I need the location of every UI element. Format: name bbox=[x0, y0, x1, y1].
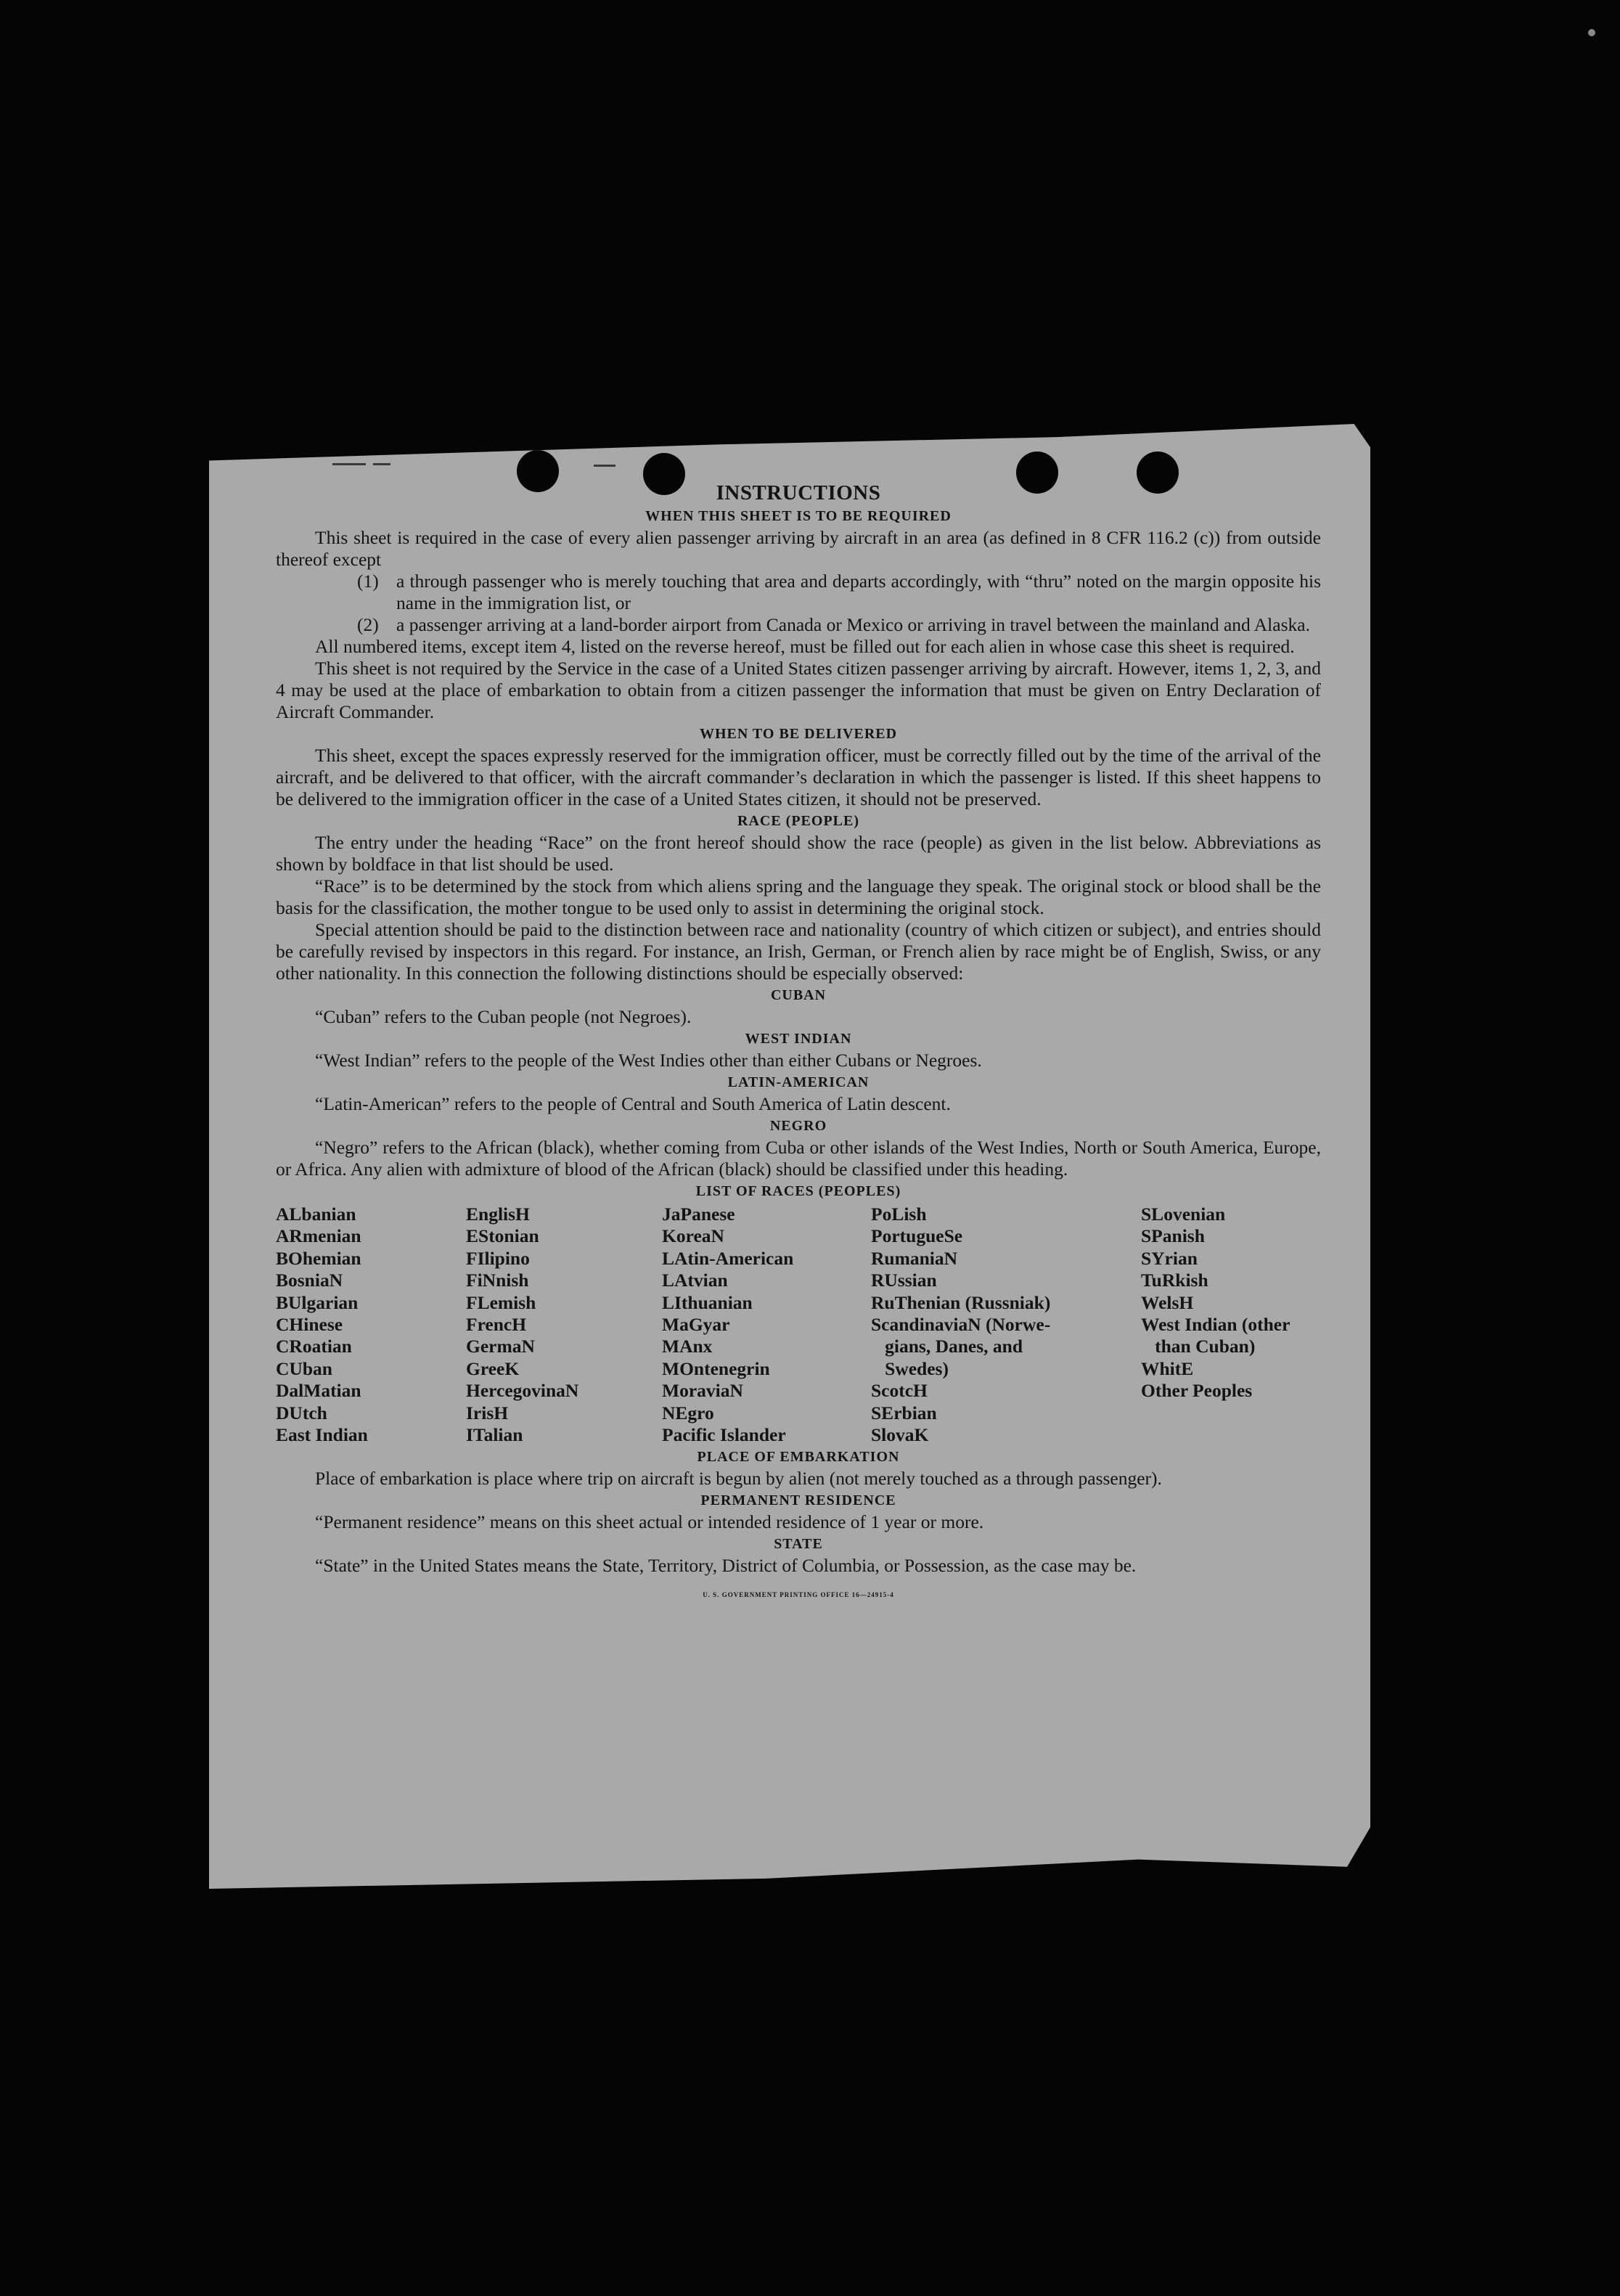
race-para1: The entry under the heading “Race” on the front hereof should show the race (people) as given in the list below. Abbreviations as shown by boldface in that list should be used. bbox=[276, 832, 1321, 875]
race-entry: ScandinaviaN (Norwe- bbox=[871, 1314, 1051, 1336]
heading-residence: PERMANENT RESIDENCE bbox=[700, 1492, 896, 1509]
race-entry: gians, Danes, and bbox=[871, 1336, 1023, 1357]
race-entry: GreeK bbox=[466, 1357, 520, 1379]
race-entry: CRoatian bbox=[276, 1336, 352, 1357]
race-entry: BOhemian bbox=[276, 1247, 361, 1269]
instructions-content bbox=[276, 481, 1321, 1606]
race-column-3 bbox=[662, 1204, 871, 1446]
race-entry: LAtvian bbox=[662, 1270, 728, 1291]
race-entry: LAtin-American bbox=[662, 1247, 794, 1269]
state-text: “State” in the United States means the State, Territory, District of Columbia, or Possession, as the case may be. bbox=[315, 1555, 1137, 1577]
heading-race: RACE (PEOPLE) bbox=[737, 813, 859, 829]
race-entry: FLemish bbox=[466, 1291, 536, 1313]
race-entry: RuThenian (Russniak) bbox=[871, 1291, 1051, 1313]
race-entry: FrencH bbox=[466, 1314, 527, 1336]
race-entry: CUban bbox=[276, 1357, 332, 1379]
race-entry: MoraviaN bbox=[662, 1380, 743, 1402]
printing-office-footer: U. S. GOVERNMENT PRINTING OFFICE 16—24915-4 bbox=[703, 1591, 894, 1599]
item-number: (1) bbox=[357, 571, 379, 592]
race-entry: ALbanian bbox=[276, 1204, 356, 1225]
heading-list-of-races: LIST OF RACES (PEOPLES) bbox=[695, 1183, 901, 1199]
cuban-text: “Cuban” refers to the Cuban people (not Negroes). bbox=[315, 1006, 692, 1027]
race-entry: SLovenian bbox=[1141, 1204, 1226, 1225]
race-entry: SPanish bbox=[1141, 1225, 1205, 1247]
race-entry: West Indian (other bbox=[1141, 1314, 1290, 1336]
race-entry: SYrian bbox=[1141, 1247, 1198, 1269]
race-entry: GermaN bbox=[466, 1336, 535, 1357]
race-entry: DalMatian bbox=[276, 1380, 361, 1402]
latin-american-text: “Latin-American” refers to the people of Central and South America of Latin descent. bbox=[315, 1093, 951, 1114]
negro-text: “Negro” refers to the African (black), whether coming from Cuba or other islands of the West Indies, North or South America, Europe, or Africa. Any alien with admixture of blood of the African (black) should be classified under this heading. bbox=[276, 1137, 1321, 1180]
race-entry: EStonian bbox=[466, 1225, 539, 1247]
top-mark bbox=[594, 465, 615, 467]
race-entry: IrisH bbox=[466, 1402, 509, 1423]
item-text: a through passenger who is merely touching that area and departs accordingly, with “thru” noted on the margin opposite his name in the immigration list, or bbox=[396, 571, 1321, 613]
heading-west-indian: WEST INDIAN bbox=[745, 1031, 852, 1047]
embarkation-text: Place of embarkation is place where trip on aircraft is begun by alien (not merely touched as a through passenger). bbox=[315, 1468, 1162, 1490]
race-entry: RumaniaN bbox=[871, 1247, 958, 1269]
race-entry: WelsH bbox=[1141, 1291, 1194, 1313]
race-entry: SlovaK bbox=[871, 1424, 929, 1446]
race-list bbox=[276, 1204, 1321, 1446]
race-entry: SErbian bbox=[871, 1402, 937, 1423]
when-delivered-text: This sheet, except the spaces expressly reserved for the immigration officer, must be correctly filled out by the time of the arrival of the aircraft, and be delivered to that officer, with the aircraft commander’s declaration in which the passenger is listed. If this sheet happens to be delivered to the immigration officer in the case of a United States citizen, it should not be preserved. bbox=[276, 745, 1321, 809]
race-entry: DUtch bbox=[276, 1402, 327, 1423]
race-entry: NEgro bbox=[662, 1402, 714, 1423]
race-entry: Swedes) bbox=[871, 1357, 949, 1379]
race-entry: ARmenian bbox=[276, 1225, 361, 1247]
race-entry: PoLish bbox=[871, 1204, 927, 1225]
race-column-2 bbox=[466, 1204, 662, 1446]
race-para3: Special attention should be paid to the distinction between race and nationality (country of which citizen or subject), and entries should be carefully revised by inspectors in this regard. For instance, an Irish, German, or French alien by race might be of English, Swiss, or any other nationality. In this connection the following distinctions should be especially observed: bbox=[276, 919, 1321, 984]
race-entry: MaGyar bbox=[662, 1314, 730, 1336]
race-entry: East Indian bbox=[276, 1424, 368, 1446]
top-mark bbox=[373, 463, 390, 465]
race-entry: CHinese bbox=[276, 1314, 343, 1336]
heading-when-required: WHEN THIS SHEET IS TO BE REQUIRED bbox=[645, 508, 952, 524]
heading-cuban: CUBAN bbox=[770, 987, 827, 1003]
race-entry: PortugueSe bbox=[871, 1225, 963, 1247]
race-entry: ITalian bbox=[466, 1424, 523, 1446]
race-entry: RUssian bbox=[871, 1270, 937, 1291]
heading-embarkation: PLACE OF EMBARKATION bbox=[697, 1449, 900, 1466]
race-entry: EnglisH bbox=[466, 1204, 530, 1225]
race-entry: JaPanese bbox=[662, 1204, 735, 1225]
top-mark bbox=[332, 463, 366, 465]
race-entry: Other Peoples bbox=[1141, 1380, 1253, 1402]
race-entry: WhitE bbox=[1141, 1357, 1194, 1379]
when-required-para2: All numbered items, except item 4, listed on the reverse hereof, must be filled out for each alien in whose case this sheet is required. bbox=[315, 636, 1295, 657]
residence-text: “Permanent residence” means on this sheet actual or intended residence of 1 year or more. bbox=[315, 1511, 984, 1533]
heading-negro: NEGRO bbox=[769, 1118, 827, 1134]
when-required-intro: This sheet is required in the case of every alien passenger arriving by aircraft in an area (as defined in 8 CFR 116.2 (c)) from outside thereof except bbox=[276, 527, 1321, 570]
race-entry: KoreaN bbox=[662, 1225, 724, 1247]
race-column-5 bbox=[1141, 1204, 1321, 1446]
race-entry: FiNnish bbox=[466, 1270, 529, 1291]
race-entry: BUlgarian bbox=[276, 1291, 359, 1313]
heading-when-delivered: WHEN TO BE DELIVERED bbox=[699, 726, 898, 742]
corner-speck bbox=[1588, 29, 1595, 36]
race-para2: “Race” is to be determined by the stock from which aliens spring and the language they speak. The original stock or blood shall be the basis for the classification, the mother tongue to be used only to assist in determining the original stock. bbox=[276, 875, 1321, 918]
race-entry: LIthuanian bbox=[662, 1291, 753, 1313]
race-entry: Pacific Islander bbox=[662, 1424, 786, 1446]
race-entry: MOntenegrin bbox=[662, 1357, 770, 1379]
exception-item-1 bbox=[357, 571, 1321, 614]
race-entry: HercegovinaN bbox=[466, 1380, 579, 1402]
race-entry: TuRkish bbox=[1141, 1270, 1208, 1291]
race-column-4 bbox=[871, 1204, 1141, 1446]
race-column-1 bbox=[276, 1204, 466, 1446]
item-number: (2) bbox=[357, 614, 379, 635]
page-title: INSTRUCTIONS bbox=[716, 481, 881, 504]
heading-latin-american: LATIN-AMERICAN bbox=[727, 1074, 870, 1090]
item-text: a passenger arriving at a land-border airport from Canada or Mexico or arriving in travel between the mainland and Alaska. bbox=[396, 614, 1310, 635]
race-entry: than Cuban) bbox=[1141, 1336, 1256, 1357]
race-entry: BosniaN bbox=[276, 1270, 343, 1291]
west-indian-text: “West Indian” refers to the people of the West Indies other than either Cubans or Negroes. bbox=[315, 1050, 982, 1071]
race-entry: MAnx bbox=[662, 1336, 713, 1357]
heading-state: STATE bbox=[774, 1536, 823, 1553]
exception-item-2 bbox=[357, 614, 1321, 636]
race-entry: ScotcH bbox=[871, 1380, 928, 1402]
when-required-para3: This sheet is not required by the Service in the case of a United States citizen passenger arriving by aircraft. However, items 1, 2, 3, and 4 may be used at the place of embarkation to obtain from a citizen passenger the information that must be given on Entry Declaration of Aircraft Commander. bbox=[276, 658, 1321, 722]
race-entry: FIlipino bbox=[466, 1247, 530, 1269]
